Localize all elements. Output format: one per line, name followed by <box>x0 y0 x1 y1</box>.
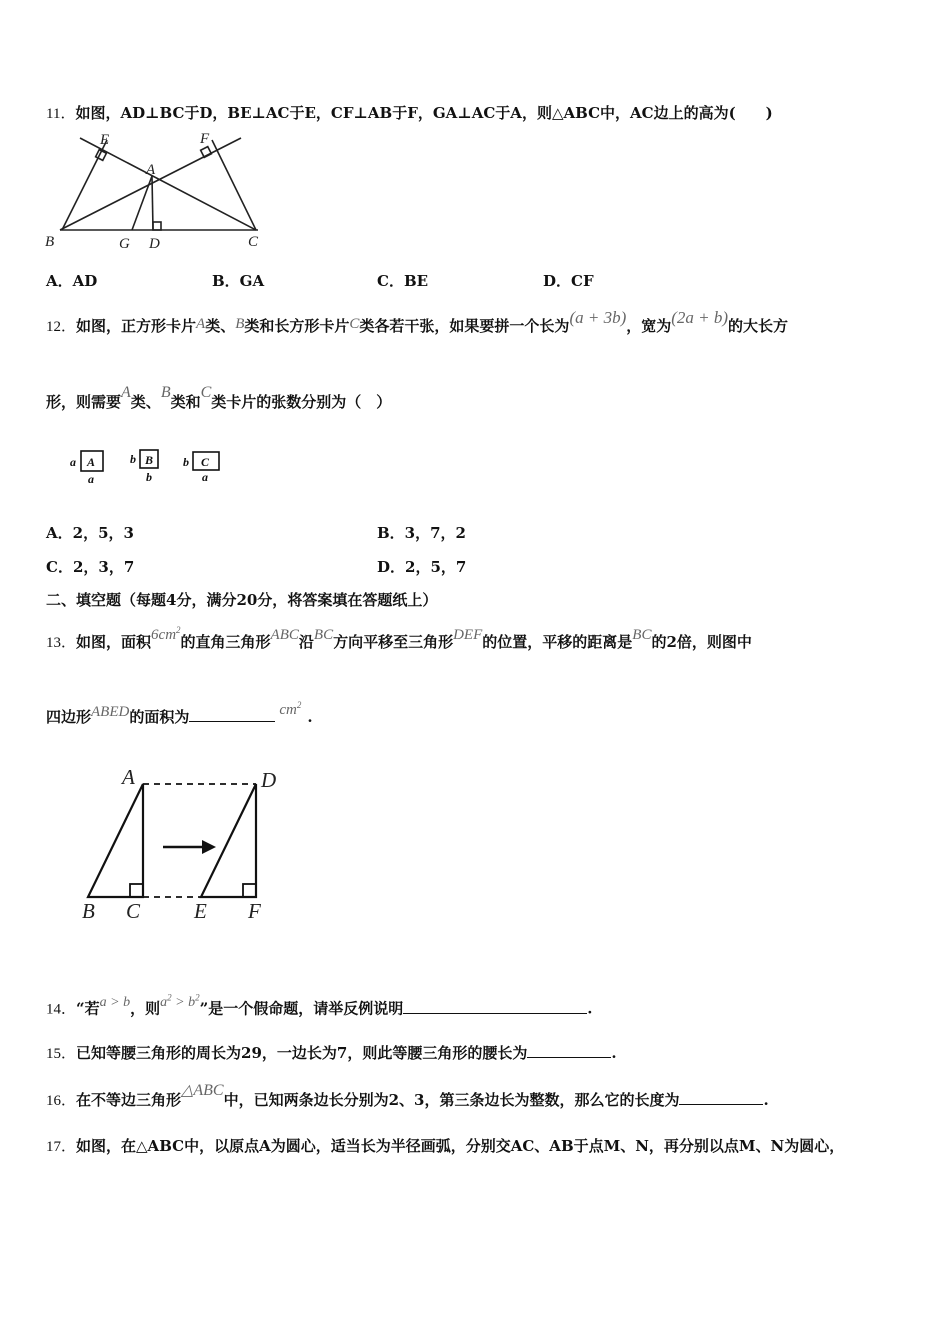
q11-option-a[interactable]: A．AD <box>46 272 98 290</box>
question-15: 15．已知等腰三角形的周长为29，一边长为7，则此等腰三角形的腰长为 . <box>46 1041 617 1064</box>
q12-option-c[interactable]: C．2，3，7 <box>46 558 135 576</box>
label-A: A <box>146 162 156 178</box>
card-a-label: A <box>87 455 96 469</box>
q12-cards-figure <box>66 440 246 488</box>
label-D: D <box>149 236 160 252</box>
question-14: 14．“若a > b，则$a^2 > b^2$”是一个假命题，请举反例说明 . <box>46 992 593 1018</box>
label-D: D <box>261 768 277 792</box>
answer-blank[interactable] <box>679 1088 763 1105</box>
q12-option-a[interactable]: A．2，5，3 <box>46 524 134 542</box>
card-b-label: B <box>145 453 154 467</box>
card-c-bottom: a <box>202 470 208 484</box>
q12-option-d[interactable]: D．2，5，7 <box>377 558 467 576</box>
question-11 <box>46 103 773 124</box>
label-E: E <box>100 132 110 148</box>
answer-blank[interactable] <box>403 997 587 1014</box>
question-16: 16．在不等边三角形△ABC中，已知两条边长分别为2、3，第三条边长为整数，那么它的长度为 . <box>46 1082 769 1109</box>
card-c-side: b <box>183 455 189 469</box>
question-13-line2: 四边形ABED的面积为 $cm^2$. <box>46 700 313 726</box>
label-B: B <box>82 899 95 923</box>
q11-option-b[interactable]: B．GA <box>212 272 265 290</box>
q13-figure <box>78 760 298 930</box>
q11-figure <box>40 128 280 258</box>
label-E: E <box>194 899 207 923</box>
label-F: F <box>200 131 210 147</box>
label-C: C <box>126 899 141 923</box>
answer-blank[interactable] <box>189 705 275 722</box>
card-a-side: a <box>70 455 76 469</box>
label-A: A <box>122 765 135 789</box>
q11-option-c[interactable]: C．BE <box>377 272 429 290</box>
label-G: G <box>119 236 130 252</box>
card-c-label: C <box>201 455 210 469</box>
question-13: 13．如图，面积$6cm^2$的直角三角形ABC沿BC方向平移至三角形DEF的位置，平移的距离是BC的2倍，则图中 <box>46 625 752 651</box>
question-12-line2: 形，则需要A类、B类和C类卡片的张数分别为（ ） <box>46 384 392 411</box>
section-heading: 二、填空题（每题4分，满分20分，将答案填在答题纸上） <box>46 591 438 609</box>
question-number: 11． <box>46 106 76 122</box>
card-b-bottom: b <box>146 470 152 484</box>
label-C: C <box>248 234 259 250</box>
card-b-side: b <box>130 452 136 466</box>
q12-option-b[interactable]: B．3，7，2 <box>377 524 466 542</box>
label-F: F <box>248 899 261 923</box>
card-a-bottom: a <box>88 472 94 486</box>
question-12: 12．如图，正方形卡片A类、B类和长方形卡片C类各若干张，如果要拼一个长为(a + 3b)，宽为(2a + b)的大长方 <box>46 308 789 335</box>
answer-blank[interactable] <box>527 1041 611 1058</box>
q11-option-d[interactable]: D．CF <box>543 272 594 290</box>
question-17: 17．如图，在△ABC中，以原点A为圆心，适当长为半径画弧，分别交AC、AB于点M、N，再分别以点M、N为圆心， <box>46 1137 845 1155</box>
question-text: 如图，AD⊥BC于D，BE⊥AC于E，CF⊥AB于F，GA⊥AC于A，则△ABC中，AC边上的高为( ) <box>75 104 773 122</box>
label-B: B <box>45 234 55 250</box>
